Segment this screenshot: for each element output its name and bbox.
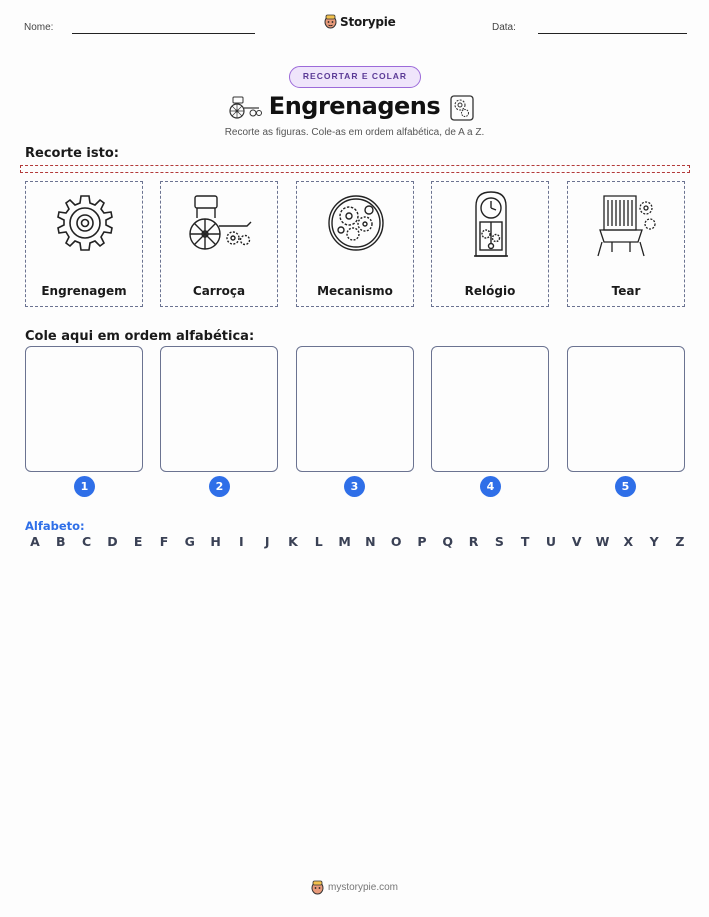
card-label: Tear bbox=[611, 284, 641, 298]
alphabet-letter: H bbox=[210, 534, 221, 549]
card-label: Carroça bbox=[192, 284, 246, 298]
alphabet-letter: B bbox=[56, 534, 66, 549]
brand-name: Storypie bbox=[340, 14, 396, 29]
cut-card-wagon[interactable] bbox=[160, 181, 278, 307]
alphabet-letter: G bbox=[184, 534, 195, 549]
alphabet-letter: C bbox=[82, 534, 92, 549]
paste-box-2[interactable] bbox=[160, 346, 278, 472]
alphabet-letter: W bbox=[595, 534, 610, 549]
cut-card-clock[interactable] bbox=[431, 181, 549, 307]
cut-card-gear[interactable] bbox=[25, 181, 143, 307]
alphabet-letter: X bbox=[623, 534, 634, 549]
footer bbox=[0, 880, 709, 895]
cut-card-mechanism[interactable] bbox=[296, 181, 414, 307]
alphabet-letter: K bbox=[288, 534, 298, 549]
paste-box-5[interactable] bbox=[567, 346, 685, 472]
paste-section-label: Cole aqui em ordem alfabética: bbox=[25, 329, 255, 344]
order-number-5: 5 bbox=[615, 476, 636, 497]
alphabet-letter: Q bbox=[442, 534, 454, 549]
order-number-2: 2 bbox=[209, 476, 230, 497]
alphabet-letter: T bbox=[520, 534, 530, 549]
alphabet-letter: O bbox=[390, 534, 402, 549]
name-field[interactable] bbox=[72, 33, 255, 34]
wagon-icon bbox=[185, 190, 255, 260]
alphabet-letter: D bbox=[107, 534, 118, 549]
alphabet-row bbox=[25, 534, 690, 549]
paste-box-4[interactable] bbox=[431, 346, 549, 472]
clock-icon bbox=[456, 190, 526, 260]
page-title: Engrenagens bbox=[268, 92, 441, 120]
alphabet-letter: V bbox=[571, 534, 582, 549]
title-row bbox=[0, 92, 709, 124]
order-number-4: 4 bbox=[480, 476, 501, 497]
alphabet-letter: A bbox=[30, 534, 40, 549]
storypie-mascot-icon bbox=[311, 880, 324, 895]
card-label: Engrenagem bbox=[41, 284, 127, 298]
card-label: Relógio bbox=[464, 284, 516, 298]
order-number-1: 1 bbox=[74, 476, 95, 497]
cut-line bbox=[20, 165, 690, 173]
alphabet-letter: L bbox=[314, 534, 323, 549]
card-label: Mecanismo bbox=[317, 284, 393, 298]
date-label: Data: bbox=[492, 22, 516, 33]
mechanism-box-icon bbox=[449, 94, 475, 122]
alphabet-letter: M bbox=[338, 534, 351, 549]
mechanism-icon bbox=[321, 190, 391, 260]
alphabet-letter: F bbox=[159, 534, 169, 549]
brand-logo bbox=[324, 14, 396, 29]
alphabet-letter: N bbox=[365, 534, 376, 549]
alphabet-letter: U bbox=[545, 534, 557, 549]
gear-icon bbox=[50, 190, 120, 260]
alphabet-letter: S bbox=[494, 534, 504, 549]
cut-card-loom[interactable] bbox=[567, 181, 685, 307]
loom-icon bbox=[592, 190, 662, 260]
paste-box-1[interactable] bbox=[25, 346, 143, 472]
alphabet-letter: P bbox=[417, 534, 427, 549]
alphabet-letter: Y bbox=[649, 534, 659, 549]
alphabet-label: Alfabeto: bbox=[25, 519, 85, 533]
alphabet-letter: Z bbox=[675, 534, 685, 549]
footer-url[interactable]: mystorypie.com bbox=[327, 882, 398, 893]
alphabet-letter: I bbox=[239, 534, 244, 549]
storypie-mascot-icon bbox=[324, 14, 337, 29]
header bbox=[24, 14, 687, 38]
instructions: Recorte as figuras. Cole-as em ordem alfabética, de A a Z. bbox=[224, 127, 485, 138]
alphabet-letter: R bbox=[468, 534, 479, 549]
name-label: Nome: bbox=[24, 22, 54, 33]
alphabet-letter: E bbox=[133, 534, 143, 549]
activity-badge: RECORTAR E COLAR bbox=[289, 66, 421, 88]
alphabet-letter: J bbox=[264, 534, 270, 549]
cut-section-label: Recorte isto: bbox=[25, 146, 119, 161]
date-field[interactable] bbox=[538, 33, 687, 34]
paste-box-3[interactable] bbox=[296, 346, 414, 472]
order-number-3: 3 bbox=[344, 476, 365, 497]
